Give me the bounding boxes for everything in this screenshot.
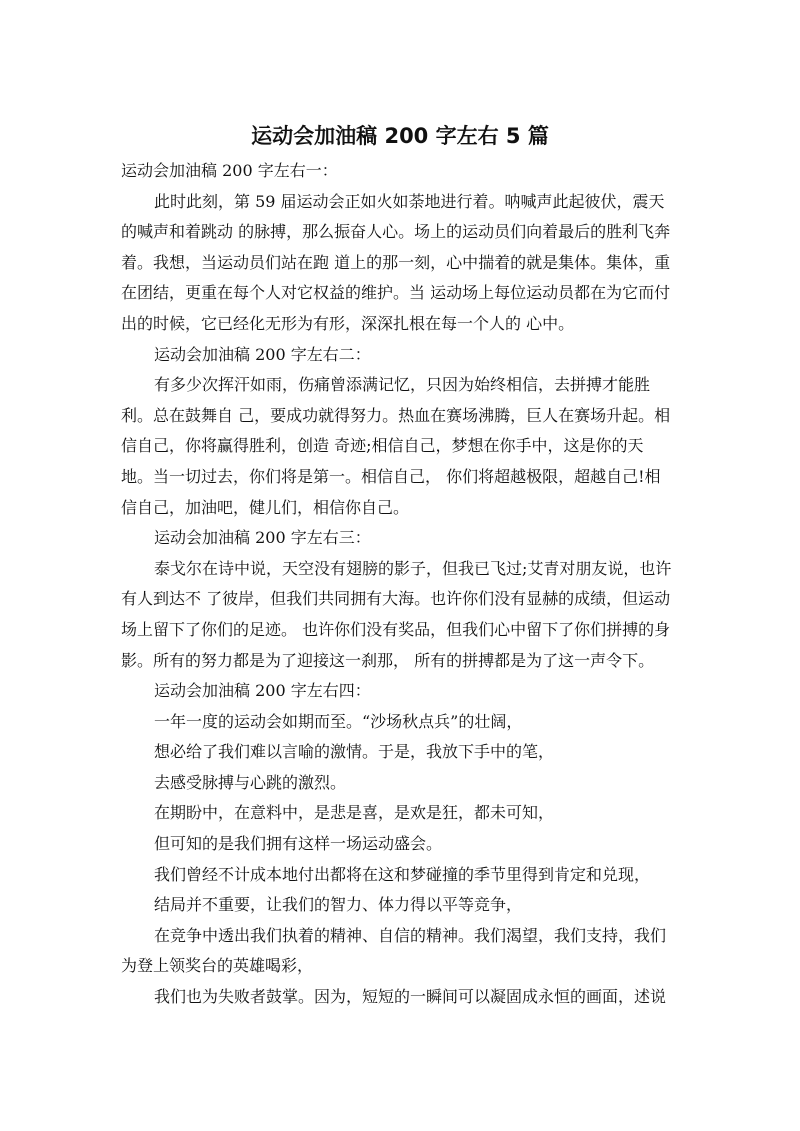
paragraph-line: 的喊声和着跳动 的脉搏，那么振奋人心。场上的运动员们向着最后的胜利飞奔 xyxy=(121,222,671,242)
document-body xyxy=(121,156,681,1013)
paragraph-line: 泰戈尔在诗中说，天空没有翅膀的影子，但我已飞过;艾青对朋友说，也许 xyxy=(154,558,672,578)
paragraph-line: 为登上领奖台的英雄喝彩， xyxy=(121,956,314,976)
paragraph-line: 信自己，你将赢得胜利，创造 奇迹;相信自己，梦想在你手中，这是你的天 xyxy=(121,436,644,456)
paragraph-line: 有人到达不 了彼岸，但我们共同拥有大海。也许你们没有显赫的成绩，但运动 xyxy=(121,589,671,609)
paragraph-line: 场上留下了你们的足迹。 也许你们没有奖品，但我们心中留下了你们拼搏的身 xyxy=(121,619,671,639)
paragraph-line: 有多少次挥汗如雨，伤痛曾添满记忆，只因为始终相信，去拼搏才能胜 xyxy=(154,375,651,395)
paragraph-line: 我们曾经不计成本地付出都将在这和梦碰撞的季节里得到肯定和兑现， xyxy=(154,864,651,884)
paragraph-line: 在团结，更重在每个人对它权益的维护。当 运动场上每位运动员都在为它而付 xyxy=(121,283,671,303)
paragraph-line: 信自己，加油吧，健儿们，相信你自己。 xyxy=(121,497,410,517)
paragraph-line: 此时此刻，第 59 届运动会正如火如荼地进行着。呐喊声此起彼伏，震天 xyxy=(154,191,665,211)
paragraph-line: 地。当一切过去，你们将是第一。相信自己， 你们将超越极限，超越自己!相 xyxy=(121,466,661,486)
document-title: 运动会加油稿 200 字左右 5 篇 xyxy=(251,124,549,148)
paragraph-line: 出的时候，它已经化无形为有形，深深扎根在每一个人的 心中。 xyxy=(121,313,575,333)
paragraph-line: 着。我想，当运动员们站在跑 道上的那一刻，心中揣着的就是集体。集体，重 xyxy=(121,252,671,272)
paragraph-line: 利。总在鼓舞自 己，要成功就得努力。热血在赛场沸腾，巨人在赛场升起。相 xyxy=(121,405,671,425)
paragraph-line: 想必给了我们难以言喻的激情。于是，我放下手中的笔， xyxy=(154,742,555,762)
paragraph-line: 我们也为失败者鼓掌。因为，短短的一瞬间可以凝固成永恒的画面，述说 xyxy=(154,987,667,1007)
section-heading: 运动会加油稿 200 字左右二： xyxy=(154,344,371,364)
paragraph-line: 去感受脉搏与心跳的激烈。 xyxy=(154,772,347,792)
paragraph-line: 在竞争中透出我们执着的精神、自信的精神。我们渴望，我们支持，我们 xyxy=(154,925,667,945)
section-heading: 运动会加油稿 200 字左右一： xyxy=(121,161,338,180)
section-heading: 运动会加油稿 200 字左右四： xyxy=(154,681,371,701)
section-heading: 运动会加油稿 200 字左右三： xyxy=(154,528,371,548)
paragraph-line: 在期盼中，在意料中，是悲是喜，是欢是狂，都未可知， xyxy=(154,803,555,823)
paragraph-line: 结局并不重要，让我们的智力、体力得以平等竞争， xyxy=(154,895,523,915)
paragraph-line: 但可知的是我们拥有这样一场运动盛会。 xyxy=(154,834,443,854)
paragraph-line: 一年一度的运动会如期而至。“沙场秋点兵”的壮阔， xyxy=(154,711,523,731)
paragraph-line: 影。所有的努力都是为了迎接这一刹那， 所有的拼搏都是为了这一声令下。 xyxy=(121,650,655,670)
